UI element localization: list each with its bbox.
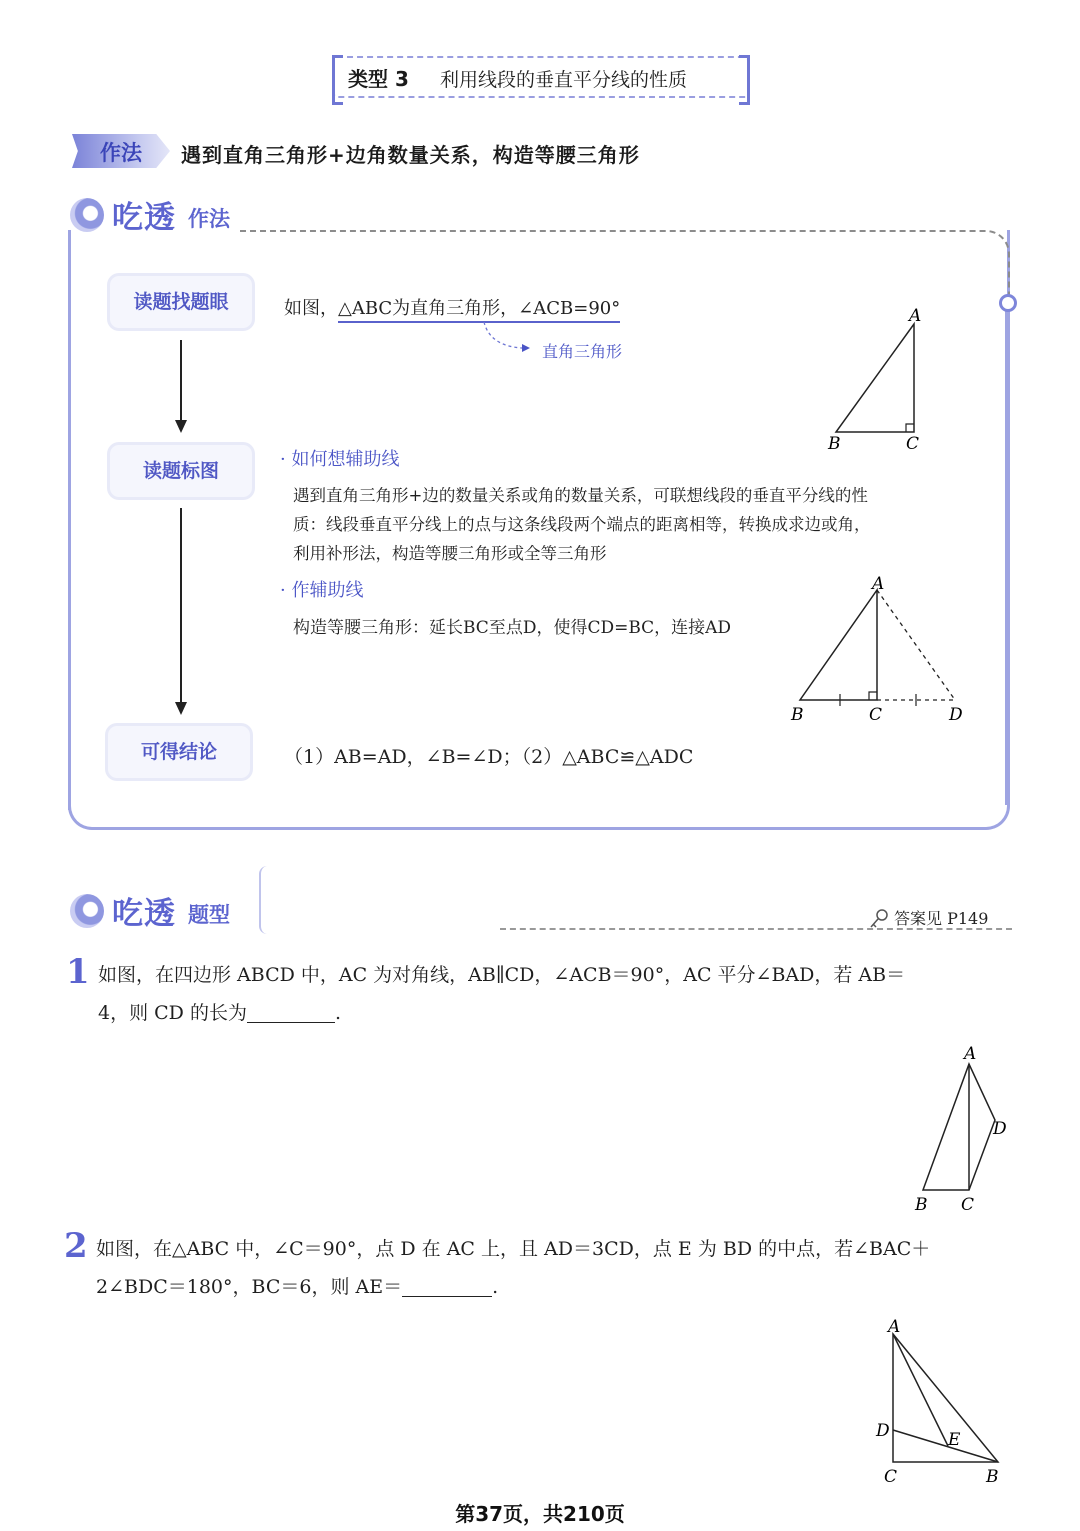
answer-blank[interactable] bbox=[247, 1003, 335, 1023]
fig2-label-b: B bbox=[791, 705, 804, 725]
aux-line-explanation-line: 遇到直角三角形+边的数量关系或角的数量关系，可联想线段的垂直平分线的性 bbox=[293, 486, 868, 505]
problem-1-text bbox=[98, 956, 1018, 1032]
figure-isosceles-construction bbox=[785, 572, 975, 730]
flow-arrow-line bbox=[180, 508, 182, 704]
panel-right-border bbox=[1005, 305, 1008, 805]
aux-line-explanation bbox=[293, 481, 993, 568]
step-mark-figure: 读题标图 bbox=[110, 445, 252, 497]
flow-arrow-line bbox=[180, 340, 182, 422]
draw-aux-line-text: 构造等腰三角形：延长BC至点D，使得CD=BC，连接AD bbox=[293, 618, 732, 638]
problem-number: 1 bbox=[66, 952, 90, 992]
step-conclusion: 可得结论 bbox=[108, 726, 250, 778]
fig4-label-a: A bbox=[888, 1317, 901, 1337]
section1-subheading: 作法 bbox=[188, 207, 230, 231]
answer-reference: 答案见 P149 bbox=[894, 909, 989, 928]
step1-key-phrase: △ABC为直角三角形，∠ACB=90° bbox=[338, 298, 620, 323]
fig3-label-a: A bbox=[964, 1044, 977, 1064]
fig4-label-e: E bbox=[948, 1430, 961, 1450]
bullet-draw-aux-line: · 作辅助线 bbox=[280, 580, 364, 601]
fig2-label-d: D bbox=[949, 705, 963, 725]
aux-line-explanation-line: 质：线段垂直平分线上的点与这条线段两个端点的距离相等，转换成求边或角， bbox=[293, 515, 871, 534]
figure-triangle-abc-de bbox=[868, 1312, 1018, 1492]
fig1-label-b: B bbox=[828, 434, 841, 454]
step1-annotation: 直角三角形 bbox=[542, 342, 623, 361]
step1-prefix: 如图， bbox=[284, 298, 338, 319]
panel-left-border bbox=[68, 230, 71, 810]
fig1-label-a: A bbox=[909, 306, 922, 326]
fig4-label-b: B bbox=[986, 1467, 999, 1487]
fig2-label-a: A bbox=[872, 574, 885, 594]
fig4-label-d: D bbox=[876, 1421, 890, 1441]
answer-divider bbox=[500, 928, 1012, 930]
problem-2-line2: 2∠BDC＝180°，BC＝6，则 AE＝ bbox=[96, 1276, 403, 1298]
fig3-label-b: B bbox=[915, 1195, 928, 1215]
aux-line-explanation-line: 利用补形法，构造等腰三角形或全等三角形 bbox=[293, 544, 607, 563]
fig2-label-c: C bbox=[869, 705, 883, 725]
method-tag: 作法 bbox=[100, 141, 142, 165]
panel-top-dashed-border bbox=[240, 230, 1010, 302]
fig4-label-c: C bbox=[884, 1467, 898, 1487]
answer-blank[interactable] bbox=[402, 1277, 492, 1297]
type-label: 类型 3 bbox=[348, 67, 409, 91]
step-find-key: 读题找题眼 bbox=[110, 276, 252, 328]
fig1-label-c: C bbox=[906, 434, 920, 454]
section-bullet-icon bbox=[70, 894, 104, 928]
problem-1-line2: 4，则 CD 的长为 bbox=[98, 1002, 247, 1024]
method-text: 遇到直角三角形+边角数量关系，构造等腰三角形 bbox=[181, 143, 640, 167]
section-bullet-icon bbox=[70, 198, 104, 232]
section2-subheading: 题型 bbox=[188, 903, 230, 927]
step1-text bbox=[284, 294, 620, 320]
flow-arrow-head-icon bbox=[175, 702, 187, 715]
problem-1-period: . bbox=[334, 1002, 341, 1024]
annotation-arrow-icon bbox=[470, 320, 540, 356]
problem-2-period: . bbox=[492, 1276, 499, 1298]
figure-quadrilateral-abcd bbox=[905, 1040, 1015, 1218]
problem-2-text bbox=[96, 1230, 1016, 1306]
problem-1-line1: 如图，在四边形 ABCD 中，AC 为对角线，AB∥CD，∠ACB＝90°，AC 平分∠BAD，若 AB＝ bbox=[98, 964, 906, 986]
flow-arrow-head-icon bbox=[175, 420, 187, 433]
panel-ring-icon bbox=[999, 294, 1017, 312]
section1-heading: 吃透 bbox=[112, 200, 176, 236]
fig3-label-d: D bbox=[993, 1119, 1007, 1139]
problem-2-line1: 如图，在△ABC 中，∠C＝90°，点 D 在 AC 上，且 AD＝3CD，点 E 为 BD 的中点，若∠BAC＋ bbox=[96, 1238, 931, 1260]
bullet-aux-line-thinking: · 如何想辅助线 bbox=[280, 449, 400, 470]
section2-bracket bbox=[259, 866, 269, 934]
conclusion-text: （1）AB=AD，∠B=∠D；（2）△ABC≌△ADC bbox=[284, 746, 694, 768]
fig3-label-c: C bbox=[961, 1195, 975, 1215]
problem-number: 2 bbox=[64, 1226, 88, 1266]
section2-heading: 吃透 bbox=[112, 896, 176, 932]
type-title: 利用线段的垂直平分线的性质 bbox=[440, 69, 688, 91]
key-icon bbox=[868, 908, 890, 930]
page-footer: 第37页，共210页 bbox=[455, 1502, 625, 1526]
figure-right-triangle bbox=[820, 302, 930, 457]
